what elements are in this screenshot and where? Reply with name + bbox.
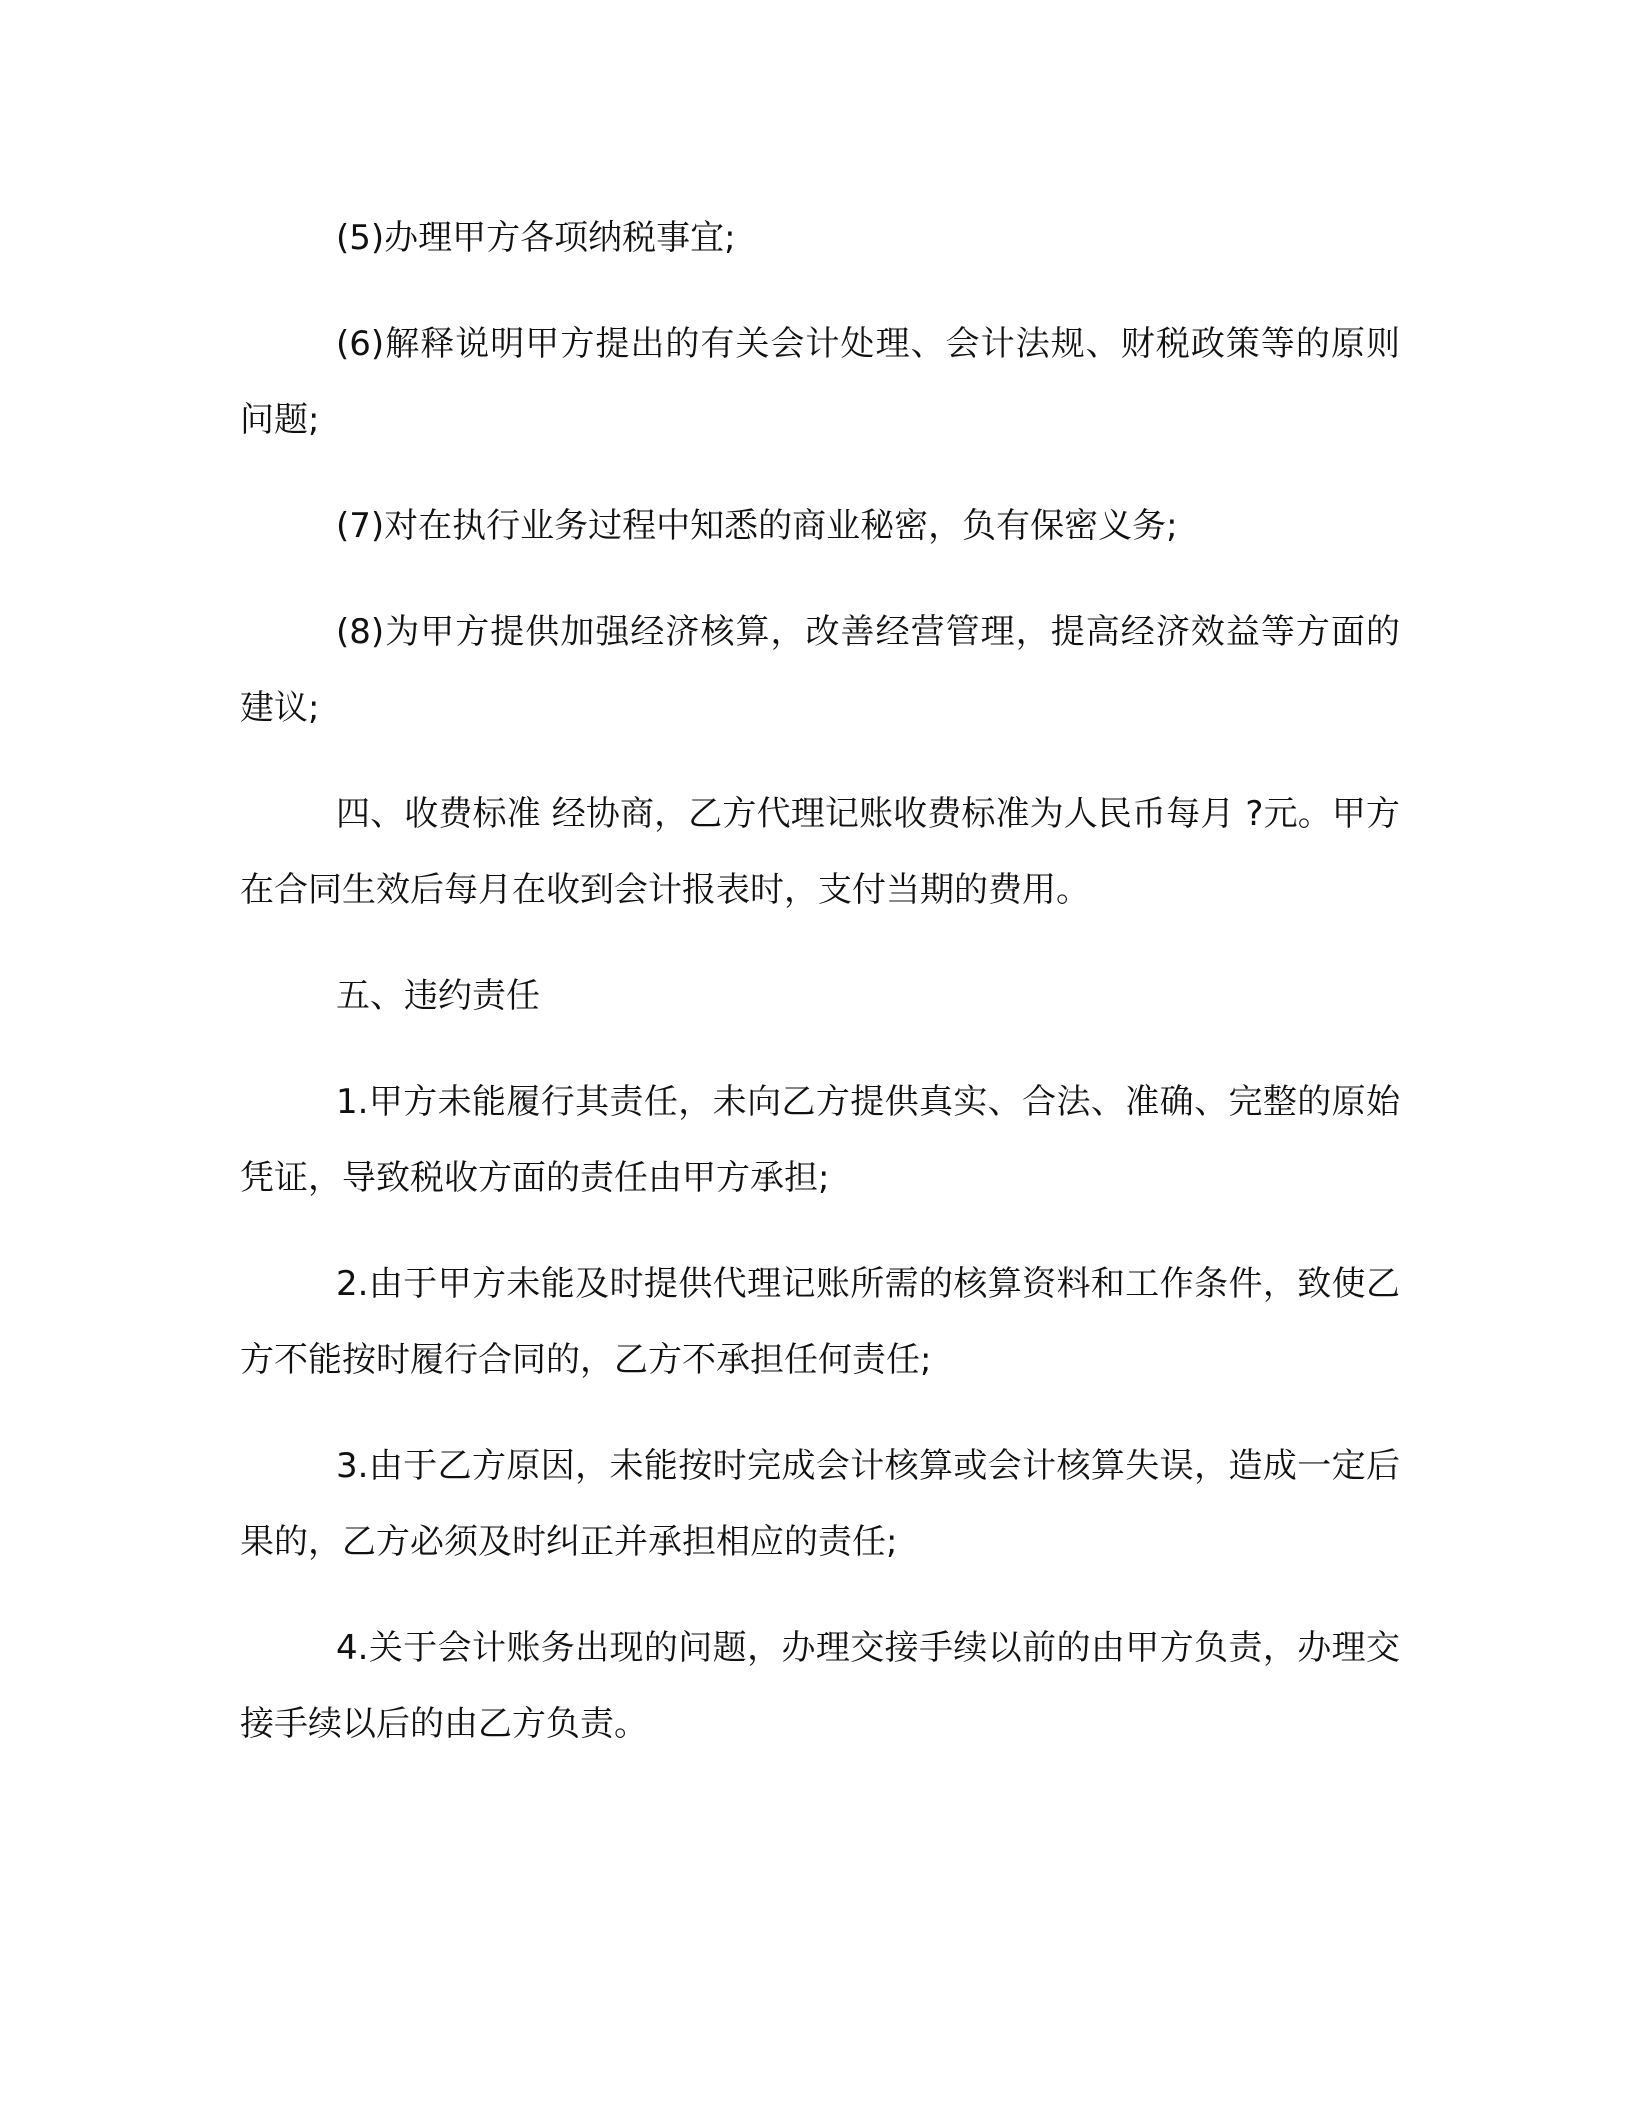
clause-6-explain-accounting: (6)解释说明甲方提出的有关会计处理、会计法规、财税政策等的原则问题; [240, 324, 1400, 440]
clause-5-tax-matters: (5)办理甲方各项纳税事宜; [336, 218, 736, 258]
breach-item-3: 3.由于乙方原因，未能按时完成会计核算或会计核算失误，造成一定后果的，乙方必须及时纠正并承担相应的责任; [240, 1446, 1400, 1562]
document-body [240, 200, 1400, 1792]
breach-item-4: 4.关于会计账务出现的问题，办理交接手续以前的由甲方负责，办理交接手续以后的由乙方负责。 [240, 1628, 1400, 1744]
breach-item-1: 1.甲方未能履行其责任，未向乙方提供真实、合法、准确、完整的原始凭证，导致税收方面的责任由甲方承担; [240, 1082, 1400, 1198]
clause-7-confidentiality: (7)对在执行业务过程中知悉的商业秘密，负有保密义务; [336, 506, 1178, 546]
clause-8-advice: (8)为甲方提供加强经济核算，改善经营管理，提高经济效益等方面的建议; [240, 612, 1400, 728]
breach-item-2: 2.由于甲方未能及时提供代理记账所需的核算资料和工作条件，致使乙方不能按时履行合同的，乙方不承担任何责任; [240, 1264, 1400, 1380]
section-4-fees: 四、收费标准 经协商，乙方代理记账收费标准为人民币每月 ?元。甲方在合同生效后每月在收到会计报表时，支付当期的费用。 [240, 794, 1400, 910]
section-5-heading-breach: 五、违约责任 [336, 976, 540, 1016]
